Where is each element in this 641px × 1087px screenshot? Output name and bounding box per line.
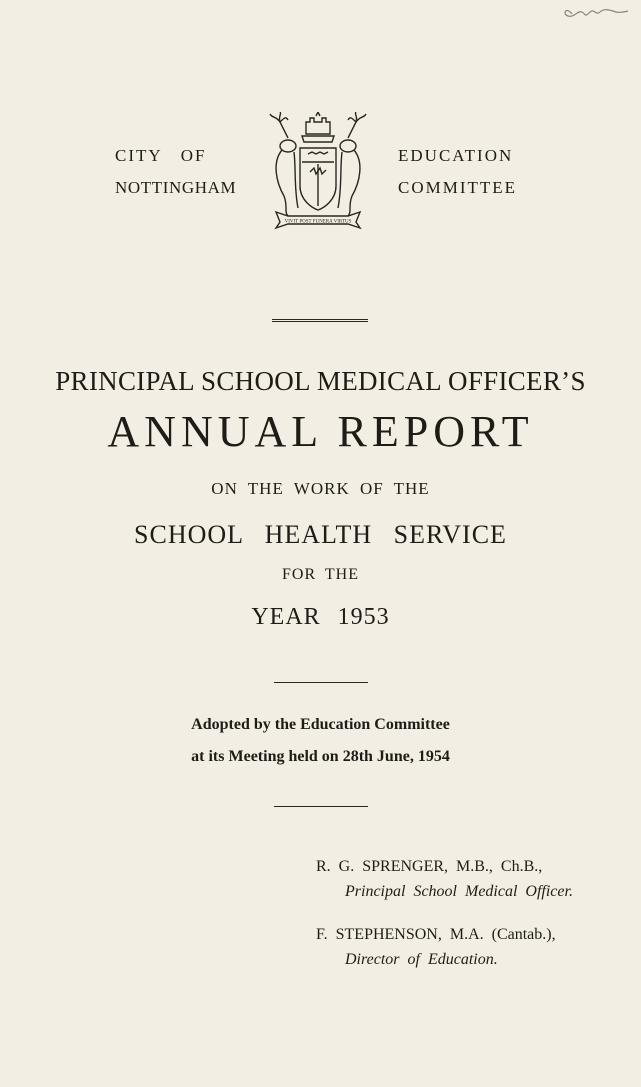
title-principal-officer: PRINCIPAL SCHOOL MEDICAL OFFICER’S [55, 366, 586, 396]
nottingham-coat-of-arms [258, 112, 378, 234]
signatory-name-sprenger: R. G. SPRENGER, M.B., Ch.B., [316, 858, 543, 875]
svg-text:VIVIT POST FUNERA VIRTUS: VIVIT POST FUNERA VIRTUS [284, 219, 352, 225]
header-committee: COMMITTEE [398, 178, 518, 197]
handwritten-signature-mark [560, 0, 630, 26]
signatory-title-sprenger: Principal School Medical Officer. [345, 883, 573, 900]
divider-middle [274, 682, 368, 683]
header-city-of: CITY OF [115, 146, 207, 165]
title-school-health-service: SCHOOL HEALTH SERVICE [134, 520, 507, 549]
divider-lower [274, 806, 368, 807]
header-nottingham: NOTTINGHAM [115, 178, 237, 197]
title-annual-report: ANNUAL REPORT [107, 407, 534, 456]
title-for-the: FOR THE [282, 566, 359, 583]
divider-top-2 [272, 321, 368, 322]
divider-top [272, 319, 368, 320]
adoption-line-2: at its Meeting held on 28th June, 1954 [191, 748, 450, 765]
header-education: EDUCATION [398, 146, 514, 165]
title-on-the-work: ON THE WORK OF THE [211, 479, 430, 498]
title-year: YEAR 1953 [251, 604, 390, 630]
signatory-name-stephenson: F. STEPHENSON, M.A. (Cantab.), [316, 926, 556, 943]
adoption-line-1: Adopted by the Education Committee [191, 716, 450, 733]
signatory-title-stephenson: Director of Education. [345, 951, 498, 968]
